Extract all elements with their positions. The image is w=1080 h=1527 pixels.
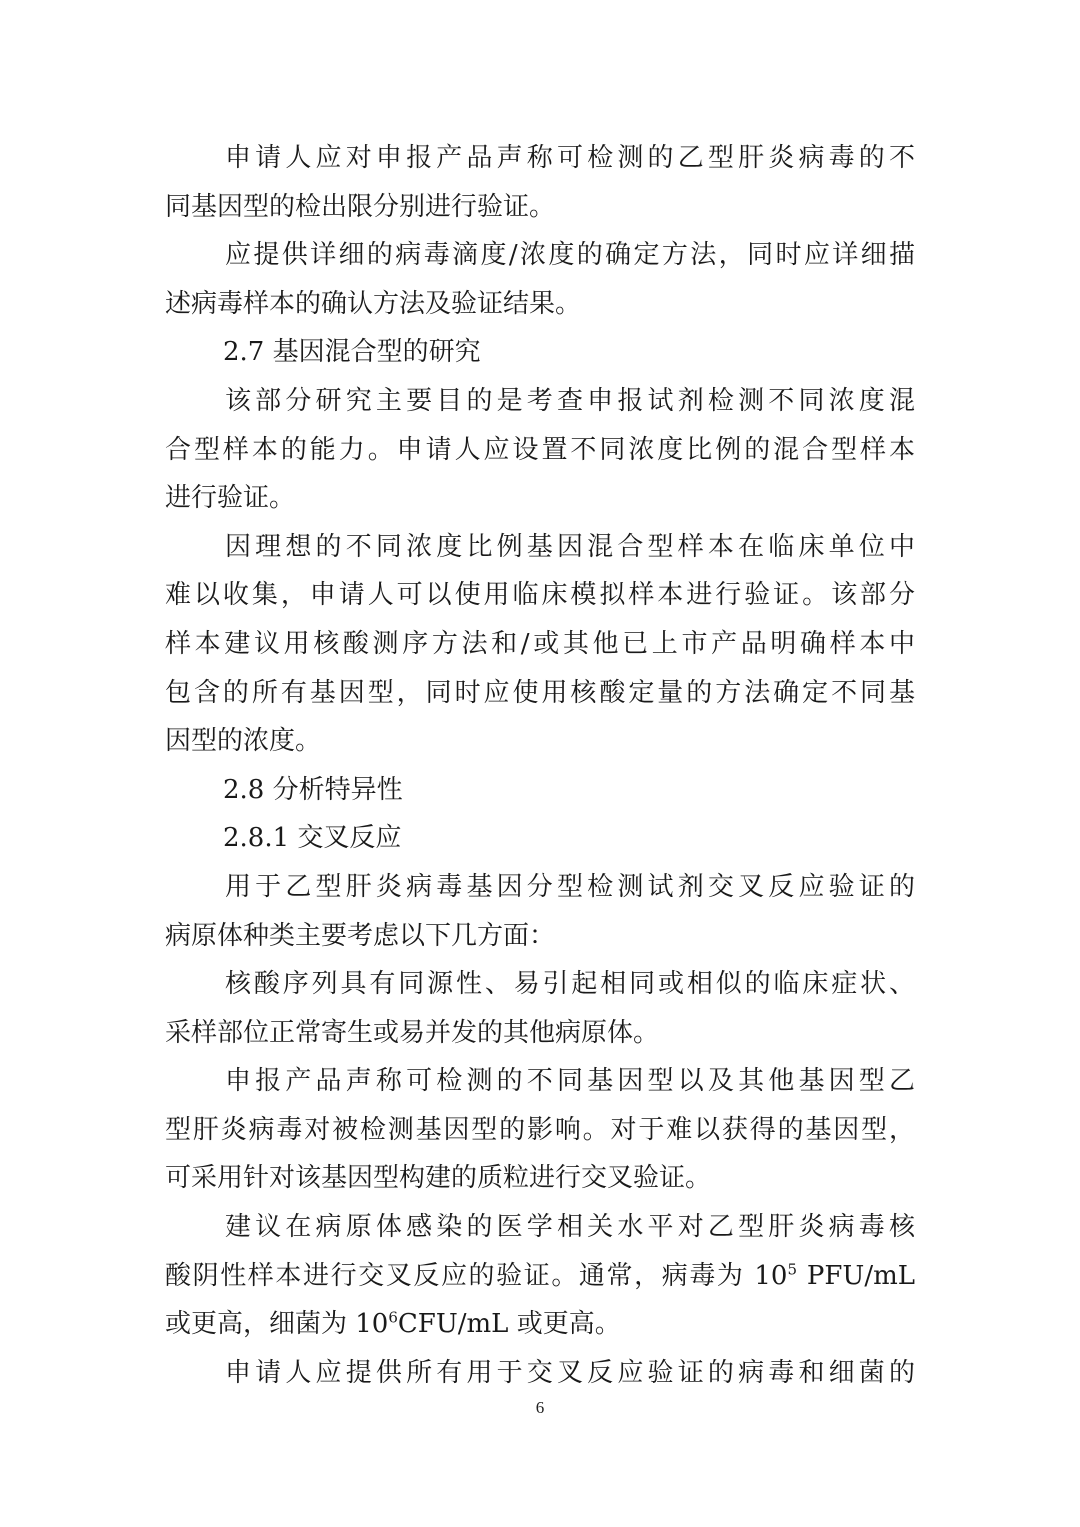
text-line: 该部分研究主要目的是考查申报试剂检测不同浓度混 xyxy=(225,385,915,416)
text-line: 病原体种类主要考虑以下几方面： xyxy=(165,920,556,951)
text-line: 申报产品声称可检测的不同基因型以及其他基因型乙 xyxy=(225,1066,915,1097)
section-heading: 2.7 基因混合型的研究 xyxy=(223,337,481,368)
text-line: 建议在病原体感染的医学相关水平对乙型肝炎病毒核 xyxy=(225,1212,915,1243)
superscript-exponent: 5 xyxy=(787,1260,798,1278)
text-line: 申请人应提供所有用于交叉反应验证的病毒和细菌的 xyxy=(225,1357,915,1388)
text-line: 因理想的不同浓度比例基因混合型样本在临床单位中 xyxy=(225,531,915,562)
text-line: 核酸序列具有同源性、易引起相同或相似的临床症状、 xyxy=(225,969,915,1000)
text-line: 包含的所有基因型，同时应使用核酸定量的方法确定不同基 xyxy=(165,677,915,708)
text-segment: 或更高，细菌为 10 xyxy=(165,1309,389,1340)
text-segment: PFU/mL xyxy=(797,1260,916,1291)
text-line: 进行验证。 xyxy=(165,483,296,514)
document-body xyxy=(165,134,915,1397)
text-line: 因型的浓度。 xyxy=(165,726,322,757)
text-line xyxy=(165,1300,915,1349)
text-line: 采样部位正常寄生或易并发的其他病原体。 xyxy=(165,1017,660,1048)
text-line: 型肝炎病毒对被检测基因型的影响。对于难以获得的基因型， xyxy=(165,1114,915,1145)
text-line: 述病毒样本的确认方法及验证结果。 xyxy=(165,288,582,319)
text-line: 申请人应对申报产品声称可检测的乙型肝炎病毒的不 xyxy=(225,143,915,173)
section-heading: 2.8.1 交叉反应 xyxy=(223,823,402,854)
text-line: 同基因型的检出限分别进行验证。 xyxy=(165,191,556,222)
text-line xyxy=(165,1252,915,1301)
text-line: 可采用针对该基因型构建的质粒进行交叉验证。 xyxy=(165,1163,712,1194)
text-segment: CFU/mL 或更高。 xyxy=(397,1309,621,1340)
text-line: 应提供详细的病毒滴度/浓度的确定方法，同时应详细描 xyxy=(225,240,915,271)
superscript-exponent: 6 xyxy=(388,1308,398,1327)
section-heading: 2.8 分析特异性 xyxy=(223,774,403,805)
text-line: 难以收集，申请人可以使用临床模拟样本进行验证。该部分 xyxy=(165,580,915,611)
text-segment: 酸阴性样本进行交叉反应的验证。通常，病毒为 10 xyxy=(165,1260,788,1291)
text-line: 合型样本的能力。申请人应设置不同浓度比例的混合型样本 xyxy=(165,434,915,465)
text-line: 用于乙型肝炎病毒基因分型检测试剂交叉反应验证的 xyxy=(225,871,915,902)
text-line: 样本建议用核酸测序方法和/或其他已上市产品明确样本中 xyxy=(165,628,915,659)
page-number: 6 xyxy=(535,1398,545,1417)
